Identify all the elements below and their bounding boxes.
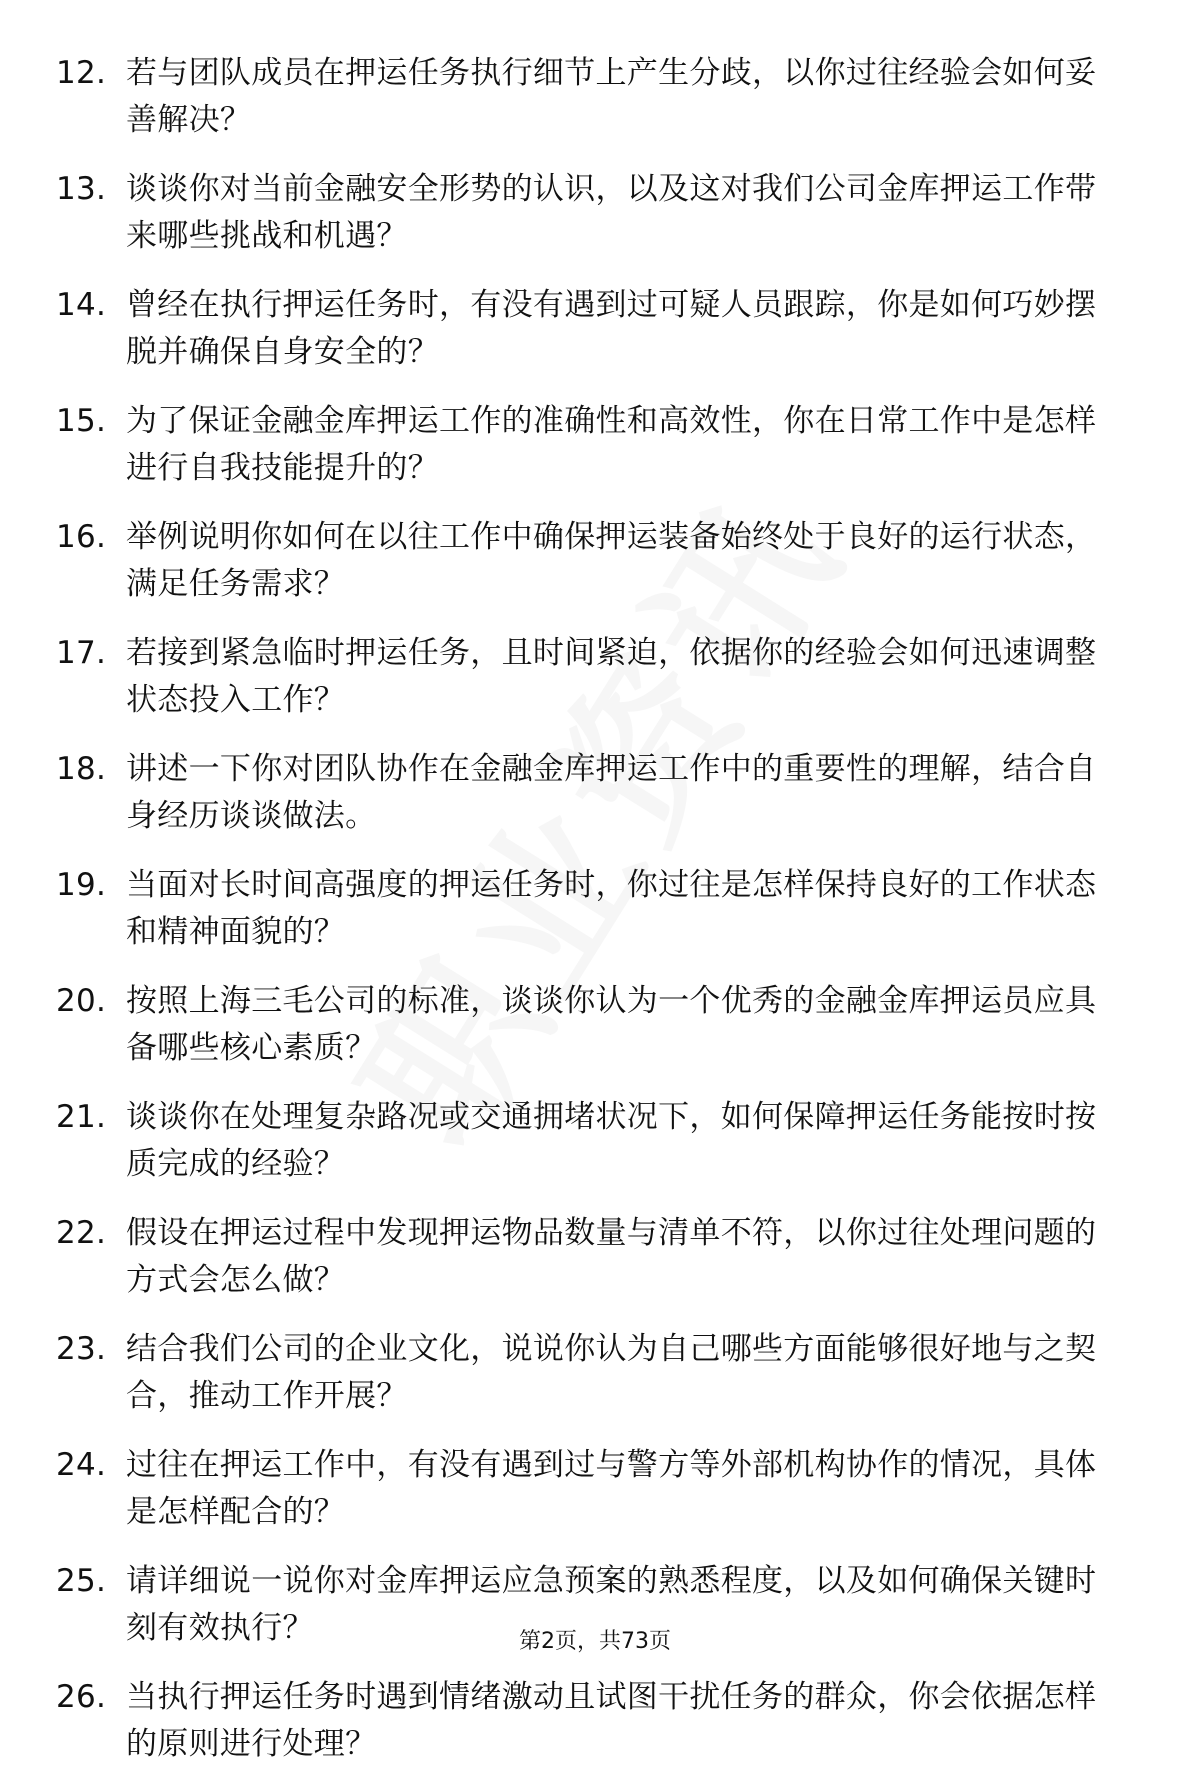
question-item — [56, 630, 1116, 724]
question-item — [56, 1674, 1116, 1768]
question-item — [56, 50, 1116, 144]
question-item — [56, 1442, 1116, 1536]
question-text: 请详细说一说你对金库押运应急预案的熟悉程度，以及如何确保关键时刻有效执行？ — [126, 1563, 1097, 1646]
question-item — [56, 166, 1116, 260]
question-text: 若接到紧急临时押运任务，且时间紧迫，依据你的经验会如何迅速调整状态投入工作？ — [126, 635, 1097, 718]
question-number: 24. — [56, 1447, 107, 1483]
question-text: 谈谈你在处理复杂路况或交通拥堵状况下，如何保障押运任务能按时按质完成的经验？ — [126, 1099, 1097, 1182]
question-number: 23. — [56, 1331, 107, 1367]
question-item — [56, 282, 1116, 376]
question-number: 18. — [56, 751, 107, 787]
question-item — [56, 1326, 1116, 1420]
question-list — [56, 50, 1116, 1790]
question-text: 讲述一下你对团队协作在金融金库押运工作中的重要性的理解，结合自身经历谈谈做法。 — [126, 751, 1097, 834]
question-item — [56, 398, 1116, 492]
question-number: 25. — [56, 1563, 107, 1599]
question-number: 17. — [56, 635, 107, 671]
question-item — [56, 978, 1116, 1072]
question-number: 14. — [56, 287, 107, 323]
question-text: 结合我们公司的企业文化，说说你认为自己哪些方面能够很好地与之契合，推动工作开展？ — [126, 1331, 1097, 1414]
question-number: 20. — [56, 983, 107, 1019]
question-text: 过往在押运工作中，有没有遇到过与警方等外部机构协作的情况，具体是怎样配合的？ — [126, 1447, 1097, 1530]
question-number: 26. — [56, 1679, 107, 1715]
question-text: 谈谈你对当前金融安全形势的认识，以及这对我们公司金库押运工作带来哪些挑战和机遇？ — [126, 171, 1097, 254]
question-text: 当执行押运任务时遇到情绪激动且试图干扰任务的群众，你会依据怎样的原则进行处理？ — [126, 1679, 1097, 1762]
question-item — [56, 1094, 1116, 1188]
question-number: 21. — [56, 1099, 107, 1135]
question-text: 若与团队成员在押运任务执行细节上产生分歧，以你过往经验会如何妥善解决？ — [126, 55, 1097, 138]
question-text: 按照上海三毛公司的标准，谈谈你认为一个优秀的金融金库押运员应具备哪些核心素质？ — [126, 983, 1097, 1066]
question-text: 当面对长时间高强度的押运任务时，你过往是怎样保持良好的工作状态和精神面貌的？ — [126, 867, 1097, 950]
question-number: 13. — [56, 171, 107, 207]
question-number: 12. — [56, 55, 107, 91]
question-item — [56, 746, 1116, 840]
question-item — [56, 514, 1116, 608]
question-item — [56, 1210, 1116, 1304]
question-text: 曾经在执行押运任务时，有没有遇到过可疑人员跟踪，你是如何巧妙摆脱并确保自身安全的？ — [126, 287, 1097, 370]
question-item — [56, 862, 1116, 956]
question-number: 22. — [56, 1215, 107, 1251]
question-number: 19. — [56, 867, 107, 903]
question-text: 假设在押运过程中发现押运物品数量与清单不符，以你过往处理问题的方式会怎么做？ — [126, 1215, 1097, 1298]
question-text: 举例说明你如何在以往工作中确保押运装备始终处于良好的运行状态，满足任务需求？ — [126, 519, 1097, 602]
page-footer: 第2页，共73页 — [519, 1629, 671, 1654]
question-number: 15. — [56, 403, 107, 439]
question-text: 为了保证金融金库押运工作的准确性和高效性，你在日常工作中是怎样进行自我技能提升的？ — [126, 403, 1097, 486]
question-number: 16. — [56, 519, 107, 555]
